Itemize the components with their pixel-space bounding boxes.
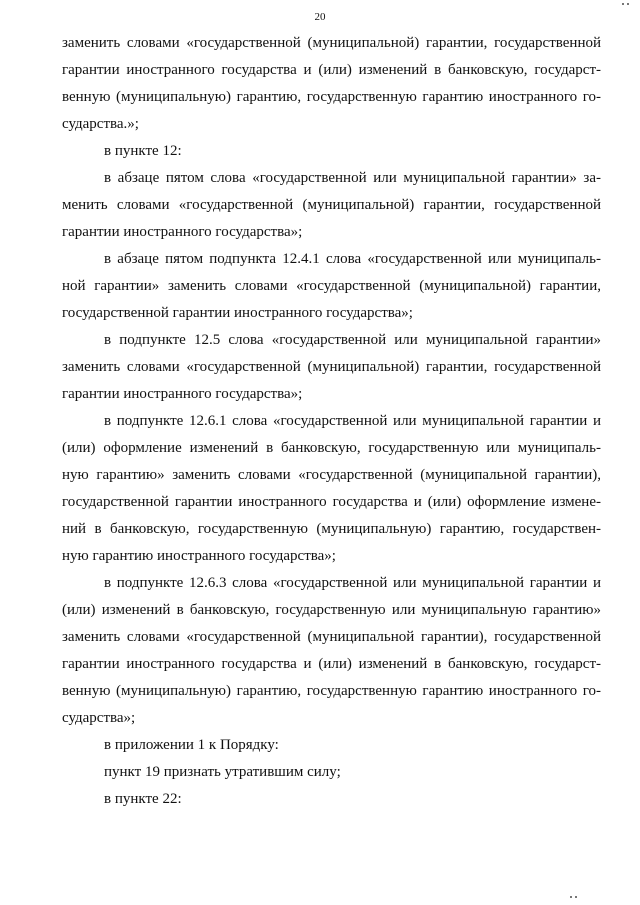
page-number: 20	[314, 11, 326, 23]
text-line: государственной гарантии иностранного государства и (или) оформление измене-	[62, 494, 601, 510]
text-line: в пункте 22:	[104, 791, 182, 807]
text-line: венную (муниципальную) гарантию, государственную гарантию иностранного го-	[62, 683, 601, 699]
text-line: гарантии иностранного государства»;	[62, 386, 303, 402]
text-line: в абзаце пятом подпункта 12.4.1 слова «государственной или муниципаль-	[104, 251, 601, 267]
text-line: гарантии иностранного государства и (или) изменений в банковскую, государст-	[62, 62, 601, 78]
text-line: (или) изменений в банковскую, государственную или муниципальную гарантию»	[62, 602, 601, 618]
text-line: в подпункте 12.6.1 слова «государственной или муниципальной гарантии и	[104, 413, 601, 429]
scan-mark	[575, 896, 577, 898]
text-line: пункт 19 признать утратившим силу;	[104, 764, 341, 780]
text-line: заменить словами «государственной (муниципальной) гарантии, государственной	[62, 359, 601, 375]
text-line: гарантии иностранного государства»;	[62, 224, 303, 240]
text-line: сударства»;	[62, 710, 136, 726]
text-line: в абзаце пятом слова «государственной или муниципальной гарантии» за-	[104, 170, 601, 186]
text-line: в пункте 12:	[104, 143, 182, 159]
text-line: в подпункте 12.5 слова «государственной или муниципальной гарантии»	[104, 332, 601, 348]
scan-mark	[570, 896, 572, 898]
scan-mark	[627, 3, 629, 5]
text-line: в подпункте 12.6.3 слова «государственной или муниципальной гарантии и	[104, 575, 601, 591]
text-line: ную гарантию» заменить словами «государственной (муниципальной гарантии),	[62, 467, 601, 483]
text-line: государственной гарантии иностранного государства»;	[62, 305, 413, 321]
text-line: ную гарантию иностранного государства»;	[62, 548, 336, 564]
text-line: заменить словами «государственной (муниципальной гарантии), государственной	[62, 629, 601, 645]
text-line: (или) оформление изменений в банковскую, государственную или муниципаль-	[62, 440, 601, 456]
text-line: сударства.»;	[62, 116, 139, 132]
text-line: заменить словами «государственной (муниципальной) гарантии, государственной	[62, 35, 601, 51]
text-line: в приложении 1 к Порядку:	[104, 737, 279, 753]
scan-mark	[622, 3, 624, 5]
text-line: ний в банковскую, государственную (муниципальную) гарантию, государствен-	[62, 521, 601, 537]
text-line: венную (муниципальную) гарантию, государственную гарантию иностранного го-	[62, 89, 601, 105]
text-line: гарантии иностранного государства и (или) изменений в банковскую, государст-	[62, 656, 601, 672]
text-line: менить словами «государственной (муниципальной) гарантии, государственной	[62, 197, 601, 213]
text-line: ной гарантии» заменить словами «государственной (муниципальной) гарантии,	[62, 278, 601, 294]
